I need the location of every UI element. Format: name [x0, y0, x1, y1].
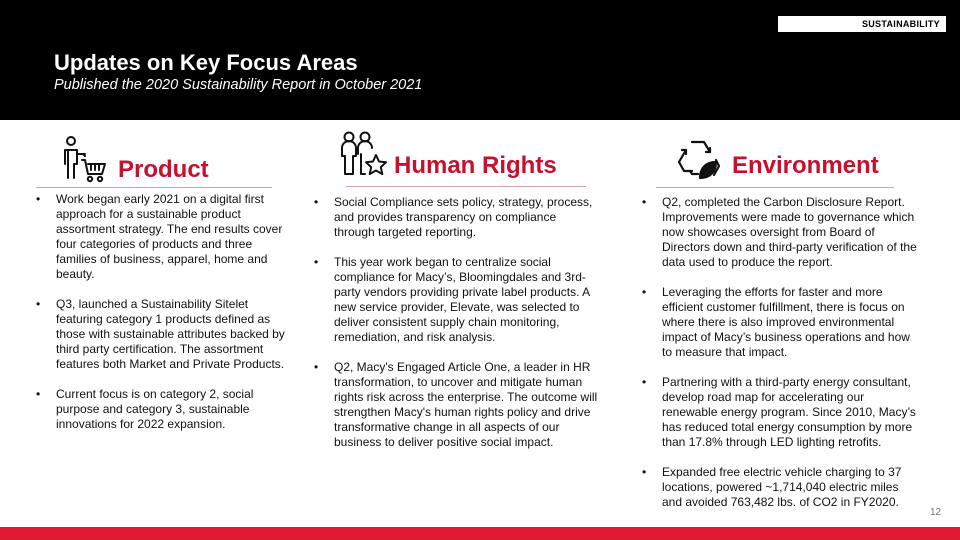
section-tag: SUSTAINABILITY [778, 16, 946, 32]
list-item: • This year work began to centralize social compliance for Macy’s, Bloomingdales and 3rd-party vendors providing private label products. A new service provider, Elevate, was selected to deliver consistent supply chain monitoring, remediation, and risk analysis. [310, 255, 600, 345]
recycle-leaf-icon [676, 138, 722, 184]
environment-heading: Environment [732, 152, 879, 179]
header-banner [0, 0, 960, 120]
list-item: • Partnering with a third-party energy consultant, develop road map for accelerating our renewable energy program. Since 2010, Macy’s has reduced total energy consumption by more than 17.8% through LED lighting retrofits. [638, 375, 920, 450]
list-item: • Work began early 2021 on a digital first approach for a sustainable product assortment strategy. The end results cover four categories of products and three families of business, apparel, home and beauty. [32, 192, 294, 282]
human-rights-heading: Human Rights [394, 152, 557, 179]
environment-bullets [638, 195, 920, 525]
human-rights-divider [346, 186, 586, 187]
shopper-cart-icon [58, 134, 108, 186]
people-star-icon [338, 130, 390, 180]
footer-bar [0, 527, 960, 540]
list-item: • Q2, completed the Carbon Disclosure Report. Improvements were made to governance which now showcases oversight from Board of Directors down and third-party verification of the data used to produce the report. [638, 195, 920, 270]
product-bullets [32, 192, 294, 447]
page-subtitle: Published the 2020 Sustainability Report in October 2021 [54, 77, 423, 93]
page-title: Updates on Key Focus Areas [54, 50, 358, 75]
product-divider [36, 187, 272, 188]
list-item: • Expanded free electric vehicle charging to 37 locations, powered ~1,714,040 electric miles and avoided 763,482 lbs. of CO2 in FY2020. [638, 465, 920, 510]
environment-divider [656, 187, 894, 188]
list-item: • Leveraging the efforts for faster and more efficient customer fulfillment, there is focus on where there is also improved environmental impact of Macy’s business operations and how to measure that impact. [638, 285, 920, 360]
product-heading: Product [118, 156, 209, 183]
list-item: • Q2, Macy's Engaged Article One, a leader in HR transformation, to uncover and mitigate human rights risk across the enterprise. The outcome will strengthen Macy's human rights policy and drive transformative change in all aspects of our business to deliver positive social impact. [310, 360, 600, 450]
page-number: 12 [930, 507, 942, 518]
human-rights-bullets [310, 195, 600, 465]
list-item: • Current focus is on category 2, social purpose and category 3, sustainable innovations for 2022 expansion. [32, 387, 294, 432]
list-item: • Social Compliance sets policy, strategy, process, and provides transparency on compliance through targeted reporting. [310, 195, 600, 240]
list-item: • Q3, launched a Sustainability Sitelet featuring category 1 products defined as those with sustainable attributes backed by third party certification. The assortment features both Market and Private Products. [32, 297, 294, 372]
